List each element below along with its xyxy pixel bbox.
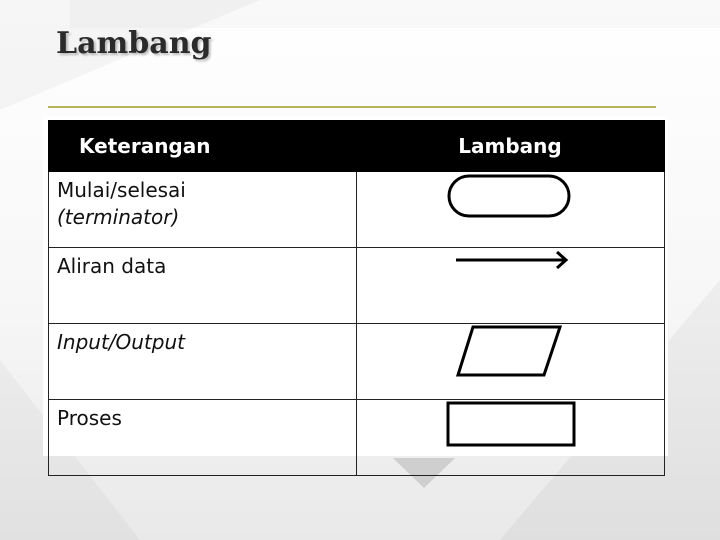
row-symbol-cell bbox=[357, 248, 665, 324]
row-description bbox=[49, 248, 357, 324]
description-text: Proses bbox=[57, 406, 122, 430]
rectangle-shape bbox=[445, 400, 577, 448]
arrow-shape bbox=[446, 248, 576, 272]
symbol-table-container bbox=[43, 116, 668, 456]
row-description bbox=[49, 400, 357, 476]
slide-title: Lambang bbox=[56, 26, 212, 61]
title-divider bbox=[48, 106, 656, 108]
description-text: Aliran data bbox=[57, 254, 167, 278]
description-italic-text: Input/Output bbox=[57, 330, 185, 354]
table-header-row bbox=[49, 121, 665, 172]
table-row bbox=[49, 248, 665, 324]
table-row bbox=[49, 172, 665, 248]
row-symbol-cell bbox=[357, 400, 665, 476]
header-lambang: Lambang bbox=[357, 121, 665, 172]
table-row bbox=[49, 400, 665, 476]
parallelogram-shape bbox=[446, 324, 576, 378]
symbol-table bbox=[48, 120, 665, 476]
terminator-shape bbox=[446, 172, 576, 220]
description-text: Mulai/selesai bbox=[57, 178, 186, 202]
row-symbol-cell bbox=[357, 324, 665, 400]
table-row bbox=[49, 324, 665, 400]
row-description bbox=[49, 324, 357, 400]
row-description bbox=[49, 172, 357, 248]
row-symbol-cell bbox=[357, 172, 665, 248]
description-italic-text: (terminator) bbox=[57, 205, 180, 229]
background-band bbox=[70, 0, 720, 28]
header-keterangan: Keterangan bbox=[49, 121, 357, 172]
